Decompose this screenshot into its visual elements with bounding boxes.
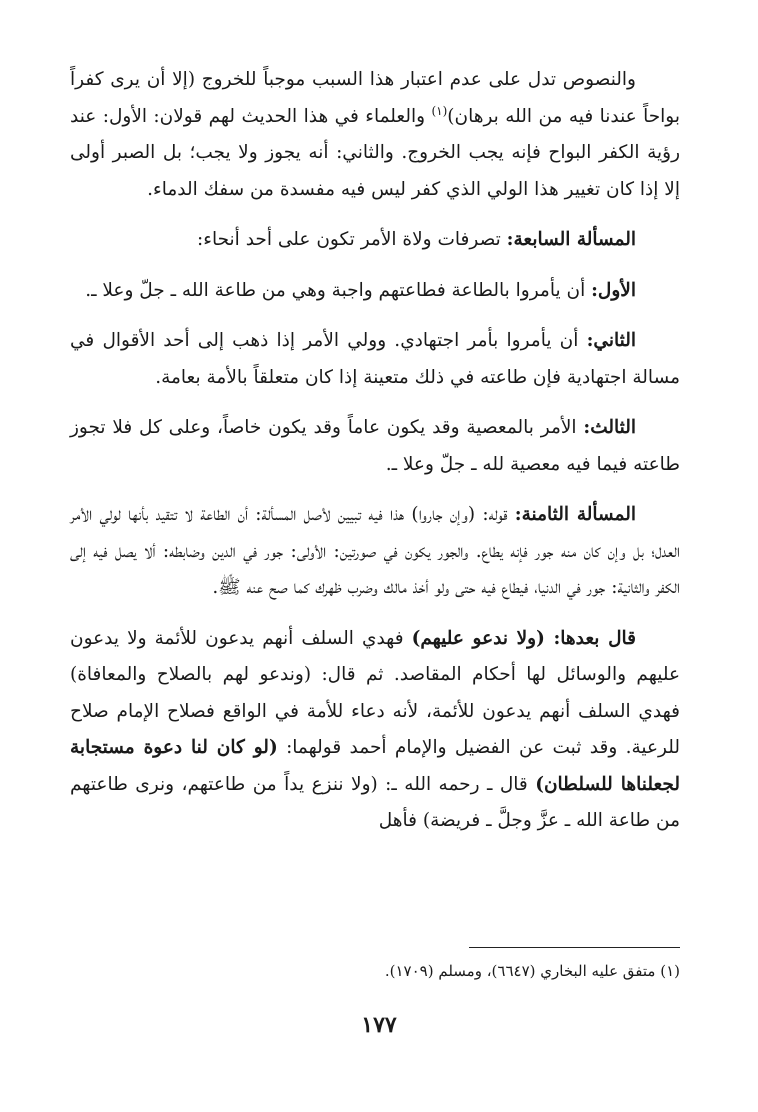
footnote-divider: [469, 947, 680, 948]
item-heading: الثالث:: [583, 417, 636, 438]
item-heading: الأول:: [591, 279, 636, 301]
paragraph-text: والنصوص تدل على عدم اعتبار هذا السبب موجباً للخروج (إلا أن يرى كفراً بواحاً عندنا فيه من الله برهان): [70, 69, 681, 127]
section-heading: المسألة السابعة:: [506, 229, 636, 250]
paragraph-text: أن يأمروا بأمر اجتهادي. وولي الأمر إذا ذهب إلى أحد الأقوال في مسالة اجتهادية فإن طاعته في ذلك متعينة إذا كان متعلقاً بالأمة بعامة.: [70, 330, 680, 388]
paragraph-text: الأمر بالمعصية وقد يكون عاماً وقد يكون خاصاً، وعلى كل فلا تجوز طاعته فيما فيه معصية لله ـ جلّ وعلا ـ.: [70, 417, 680, 475]
paragraph-second: [70, 323, 680, 396]
paragraph-issue-eight: [70, 497, 680, 607]
item-heading: الثاني:: [586, 330, 636, 351]
paragraph-text: أن يأمروا بالطاعة فطاعتهم واجبة وهي من طاعة الله ـ جلّ وعلا ـ.: [85, 279, 592, 301]
paragraph-text: قال ـ رحمه الله ـ: (ولا ننزع يداً من طاعتهم، ونرى طاعتهم من طاعة الله ـ عزَّ وجلَّ ـ فريضة) فأهل: [70, 773, 680, 831]
footnote-text: (١) متفق عليه البخاري (٦٦٤٧)، ومسلم (١٧٠٩).: [384, 962, 680, 980]
paragraph-text: قوله: (وإن جاروا) هذا فيه تبيين لأصل المسألة: أن الطاعة لا تتقيد بأنها لولي الأمر العدل؛ بل وإن كان منه جور فإنه يطاع. والجور يكون في صورتين: الأولى: جور في الدين وضابطه: ألا يصل فيه إلى الكفر والثانية: جور في الدنيا، فيطاع فيه حتى ولو أخذ مالك وضرب ظهرك كما صح عنه ﷺ.: [70, 504, 680, 598]
paragraph-text: فهدي السلف أنهم يدعون للأئمة ولا يدعون عليهم والوسائل لها أحكام المقاصد. ثم قال: (وندعو لهم بالصلاح والمعافاة) فهدي السلف أنهم يدعون للأئمة، لأنه دعاء للأمة في الواقع فصلاح الإمام صلاح للرعية. وقد ثبت عن الفضيل والإمام أحمد قولهما:: [70, 627, 681, 758]
page-body: [70, 62, 680, 854]
paragraph-third: [70, 410, 680, 483]
paragraph-dua: [70, 621, 680, 840]
paragraph-first: [70, 273, 680, 310]
page-number: ١٧٧: [361, 1012, 397, 1038]
paragraph-khuruj: [70, 62, 680, 208]
bold-quote: (لو كان لنا دعوة مستجابة لجعلناها للسلطان): [70, 737, 680, 795]
section-heading: المسألة الثامنة:: [514, 504, 636, 525]
footnote-reference: (١): [431, 103, 448, 118]
paragraph-issue-seven: [70, 222, 680, 259]
section-heading: قال بعدها: (ولا ندعو عليهم): [411, 627, 636, 649]
paragraph-text: والعلماء في هذا الحديث لهم قولان: الأول: عند رؤية الكفر البواح فإنه يجب الخروج. والثاني: أنه يجوز ولا يجب؛ بل الصبر أولى إلا إذا كان تغيير هذا الولي الذي كفر ليس فيه مفسدة من سفك الدماء.: [70, 105, 680, 200]
footnote: [80, 958, 680, 984]
paragraph-text: تصرفات ولاة الأمر تكون على أحد أنحاء:: [197, 229, 507, 250]
